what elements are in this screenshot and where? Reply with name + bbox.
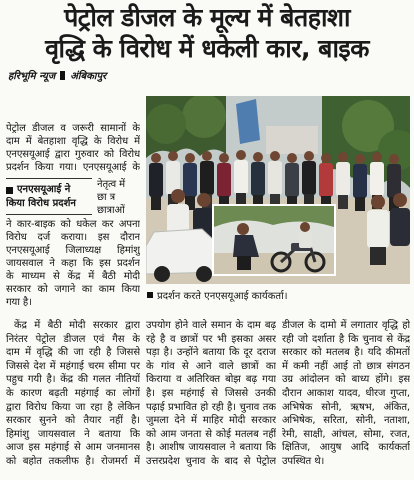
text-line: पेट्रोल डीजल व जरूरी सामानों के: [6, 123, 140, 134]
text-line: प्रदर्शन किया गया। एनएसयूआई के: [6, 162, 140, 173]
pull-quote-line-1: [6, 183, 92, 197]
square-bullet-icon: [6, 187, 13, 194]
text-line: रही जो दर्शाता है कि चुनाव से केंद्र: [282, 333, 410, 345]
article-column-left-bottom: [6, 319, 140, 471]
text-line: दाम में बेतहाशा वृद्धि के विरोध में: [6, 136, 140, 147]
text-line: छा त्र: [97, 192, 115, 203]
text-line: किराया व अतिरिक्त बोझ बढ़ गया: [146, 374, 276, 386]
blue-banner: [236, 99, 260, 144]
text-line: निरंतर पेट्रोल डीजल एवं गैस के: [6, 333, 140, 345]
text-line: नेतृत्व में: [97, 179, 126, 190]
text-line: के कारण बढ़ती महंगाई का लोगों: [6, 387, 140, 399]
text-line: विरोध दर्ज कराया। इस दौरान: [6, 232, 140, 243]
pull-quote-line-2: [6, 197, 92, 211]
pull-quote-box: [6, 178, 92, 215]
article-column-beside-pull-quote: [97, 178, 140, 218]
text-line: है। आशीष जायसवाल ने बताया कि: [146, 442, 276, 454]
headline-line-2: वृद्धि के विरोध में धकेली कार, बाइक: [45, 34, 369, 63]
pull-quote-text-2: किया विरोध प्रदर्शन: [6, 198, 76, 209]
article-column-left-continued: [6, 218, 140, 311]
text-line: एनएसयूआई द्वारा गुरुवार को विरोध: [6, 149, 140, 160]
text-line: पहुच गयी है। केंद्र की गलत नीतियों: [6, 374, 140, 386]
building: [266, 126, 318, 154]
text-line: के गांव से आने वाले छात्रों का: [146, 360, 276, 372]
photo-caption-text: प्रदर्शन करते एनएसयूआई कार्यकर्ता।: [157, 291, 288, 302]
text-line: पड़ा है। उन्होंने बताया कि दूर दराज: [146, 347, 276, 359]
byline-separator-icon: [60, 71, 65, 80]
text-line: उत्तरप्रदेश चुनाव के बाद से पेट्रोल: [146, 455, 276, 467]
text-line: जिससे देश में महंगाई चरम सीमा पर: [6, 360, 140, 372]
text-line: रेमी, साक्षी, आंचल, सोमा, रजत,: [282, 428, 410, 440]
article-column-left-top: [6, 122, 140, 176]
headline-line-1: पेट्रोल डीजल के मूल्य में बेतहाशा: [64, 3, 350, 32]
article-column-right: [282, 319, 410, 471]
photo-caption: [147, 288, 410, 302]
text-line: को आम जनता से कोई मतलब नहीं: [146, 428, 276, 440]
text-line: ने कार-बाइक को धकेल कर अपना: [6, 219, 140, 230]
text-line: छात्राओं: [97, 205, 125, 216]
text-line: में कमी नहीं आई तो छात्र संगठन: [282, 360, 410, 372]
text-line: अभिषेक सोनी, ऋषभ, अंकित,: [282, 401, 410, 413]
text-line: उपयोग होने वाले समान के दाम बढ़: [146, 320, 276, 331]
pull-quote-text-1: एनएसयूआई ने: [17, 184, 71, 195]
text-line: केंद्र में बैठी मोदी सरकार द्वारा: [14, 320, 140, 331]
text-line: आज इस महंगाई से आम जनमानस: [6, 442, 140, 454]
text-line: उग्र आंदोलन को बाध्य होंगे। इस: [282, 374, 410, 386]
text-line: जायसवाल ने कहा कि इस प्रदर्शन: [6, 258, 140, 269]
text-line: एनएसयूआई जिलाध्यक्ष हिमांशु: [6, 245, 140, 256]
text-line: गया है।: [6, 297, 32, 308]
text-line: रहे है व छात्रों पर भी इसका असर: [146, 333, 276, 345]
text-line: जुमला देने में माहिर मोदी सरकार: [146, 415, 276, 427]
text-line: दौरान आकाश यादव, धीरज गुप्ता,: [282, 387, 410, 399]
text-line: क्षितिज, आयुष आदि कार्यकर्ता: [282, 442, 410, 454]
text-line: डीजल के दामो में लगातार वृद्धि हो: [282, 320, 410, 331]
text-line: द्वारा विरोध किया जा रहा है लेकिन: [6, 401, 140, 413]
text-line: सरकार को मतलब है। यदि कीमतों: [282, 347, 410, 359]
text-line: है। इस महंगाई से जिससे उनकी: [146, 387, 276, 399]
article-column-middle: [146, 319, 276, 471]
text-line: पढ़ाई प्रभावित हो रही है। चुनाव तक: [146, 401, 276, 413]
protest-photo: [146, 96, 410, 284]
text-line: के माध्यम से केंद्र में बैठी मोदी: [6, 271, 140, 282]
inset-photo: [213, 205, 335, 275]
square-bullet-icon: [147, 292, 153, 298]
text-line: सरकार को जगाने का काम किया: [6, 284, 140, 295]
byline: [8, 68, 208, 82]
text-line: दाम में वृद्धि की जा रही है जिससे: [6, 347, 140, 359]
text-line: सरकार सुनने को तैयार नहीं है।: [6, 415, 140, 427]
crowd: [149, 150, 401, 211]
text-line: हिमांशु जायसवाल ने बताया कि: [6, 428, 140, 440]
text-line: अभिषेक, सरिता, सोनी, नताशा,: [282, 415, 410, 427]
text-line: को बहोत तकलीफ है। रोजमर्रा में: [6, 455, 140, 467]
text-line: उपस्थित थे।: [282, 455, 325, 467]
byline-location: अंबिकापुर: [70, 71, 107, 82]
byline-source: हरिभूमि न्यूज: [8, 71, 56, 82]
